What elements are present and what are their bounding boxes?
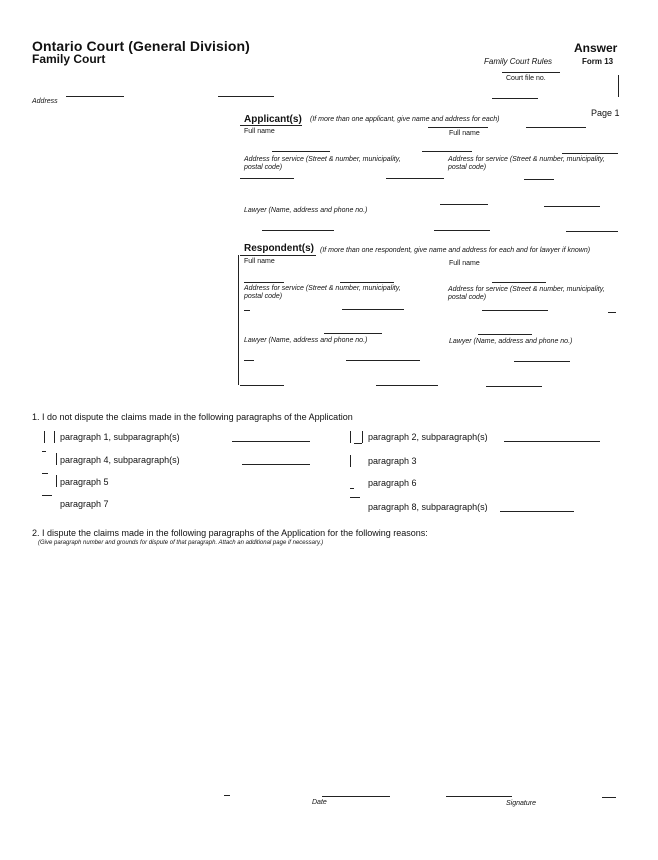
header-vertical-line bbox=[618, 75, 619, 97]
respondent-lawyer-input-4[interactable] bbox=[376, 385, 438, 386]
checkbox-paragraph-6[interactable] bbox=[350, 488, 354, 489]
respondent-address-input-2[interactable] bbox=[482, 310, 548, 311]
applicant-address-input-4[interactable] bbox=[440, 204, 488, 205]
rules-label: Family Court Rules bbox=[484, 57, 553, 66]
item-paragraph-3: paragraph 3 bbox=[368, 456, 417, 466]
item-paragraph-2: paragraph 2, subparagraph(s) bbox=[368, 432, 488, 442]
applicant-address-input-2[interactable] bbox=[386, 178, 444, 179]
court-file-input[interactable] bbox=[492, 98, 538, 99]
court-file-top-line bbox=[502, 72, 560, 73]
respondent-lawyer-input-1[interactable] bbox=[346, 360, 420, 361]
respondent-lawyer-input-5[interactable] bbox=[486, 386, 542, 387]
court-branch: Family Court bbox=[32, 52, 106, 66]
address-input-1[interactable] bbox=[66, 96, 124, 97]
applicant-name-input-2[interactable] bbox=[422, 151, 472, 152]
signature-label: Signature bbox=[506, 800, 536, 807]
checkbox-paragraph-4-top bbox=[42, 451, 46, 452]
item-paragraph-8: paragraph 8, subparagraph(s) bbox=[368, 502, 488, 512]
applicant-field-top[interactable] bbox=[526, 127, 586, 128]
applicant-name-input-1[interactable] bbox=[272, 151, 330, 152]
respondent-address-tick bbox=[244, 310, 250, 311]
respondent-heading-line bbox=[240, 255, 316, 256]
respondent-left-border bbox=[238, 255, 239, 385]
checkbox-paragraph-2-bottom bbox=[354, 443, 362, 444]
applicants-heading: Applicant(s) bbox=[244, 114, 302, 125]
respondent-name-input-3[interactable] bbox=[492, 282, 546, 283]
date-label: Date bbox=[312, 799, 327, 806]
applicant-full-name-1: Full name bbox=[244, 128, 275, 135]
respondent-name-input-1[interactable] bbox=[244, 282, 284, 283]
applicant-full-name-line bbox=[428, 127, 488, 128]
paragraph-1-input[interactable] bbox=[232, 441, 310, 442]
paragraph-4-input[interactable] bbox=[242, 464, 310, 465]
form-number: Form 13 bbox=[582, 57, 614, 66]
form-title: Answer bbox=[574, 41, 618, 55]
applicant-lawyer-input-1[interactable] bbox=[262, 230, 334, 231]
respondent-lawyer-input-3[interactable] bbox=[240, 385, 284, 386]
applicant-address-input-5[interactable] bbox=[544, 206, 600, 207]
applicants-note: (If more than one applicant, give name and address for each) bbox=[310, 116, 500, 123]
date-input[interactable] bbox=[322, 796, 390, 797]
applicant-address-input-1[interactable] bbox=[240, 178, 294, 179]
checkbox-paragraph-1[interactable] bbox=[44, 431, 51, 443]
section1-text: 1. I do not dispute the claims made in the following paragraphs of the Application bbox=[32, 412, 353, 422]
respondent-lawyer-2: Lawyer (Name, address and phone no.) bbox=[449, 338, 573, 345]
item-paragraph-4: paragraph 4, subparagraph(s) bbox=[60, 455, 180, 465]
applicant-lawyer-input-2[interactable] bbox=[434, 230, 490, 231]
respondent-address-input-3[interactable] bbox=[608, 312, 616, 313]
section2-text: 2. I dispute the claims made in the following paragraphs of the Application for the following reasons: bbox=[32, 528, 428, 538]
signature-input[interactable] bbox=[446, 796, 512, 797]
applicant-lawyer: Lawyer (Name, address and phone no.) bbox=[244, 207, 368, 214]
respondent-address-input-5[interactable] bbox=[478, 334, 532, 335]
applicant-service-address-1: Address for service (Street & number, municipality, postal code) bbox=[244, 156, 401, 171]
paragraph-2-input[interactable] bbox=[504, 441, 600, 442]
respondent-service-address-2: Address for service (Street & number, municipality, postal code) bbox=[448, 286, 605, 301]
applicant-service-address-2: Address for service (Street & number, municipality, postal code) bbox=[448, 156, 605, 171]
checkbox-paragraph-2[interactable] bbox=[350, 431, 357, 443]
respondent-lawyer-tick bbox=[244, 360, 254, 361]
paragraph-8-input[interactable] bbox=[500, 511, 574, 512]
applicant-address-input-3[interactable] bbox=[524, 179, 554, 180]
respondent-name-input-2[interactable] bbox=[340, 282, 394, 283]
applicant-name-input-3[interactable] bbox=[562, 153, 618, 154]
respondents-note: (If more than one respondent, give name and address for each and for lawyer if known) bbox=[320, 247, 591, 254]
respondent-address-input-1[interactable] bbox=[342, 309, 404, 310]
checkbox-paragraph-8[interactable] bbox=[350, 497, 360, 498]
section2-note[interactable]: (Give paragraph number and grounds for dispute of that paragraph. Attach an additional page if necessary.) bbox=[38, 540, 324, 546]
footer-tick bbox=[224, 795, 230, 796]
page-label: Page 1 bbox=[591, 108, 620, 118]
applicant-lawyer-input-3[interactable] bbox=[566, 231, 618, 232]
respondents-heading: Respondent(s) bbox=[244, 243, 314, 254]
respondent-address-input-4[interactable] bbox=[324, 333, 382, 334]
item-paragraph-5: paragraph 5 bbox=[60, 477, 109, 487]
applicant-full-name-2: Full name bbox=[449, 130, 480, 137]
checkbox-paragraph-7[interactable] bbox=[42, 495, 52, 496]
address-input-2[interactable] bbox=[218, 96, 274, 97]
respondent-full-name-1: Full name bbox=[244, 258, 275, 265]
checkbox-paragraph-3[interactable] bbox=[350, 455, 357, 467]
footer-tick-right bbox=[602, 797, 616, 798]
respondent-lawyer-input-2[interactable] bbox=[514, 361, 570, 362]
address-label: Address bbox=[32, 98, 58, 105]
respondent-lawyer-1: Lawyer (Name, address and phone no.) bbox=[244, 337, 368, 344]
checkbox-paragraph-5-top bbox=[42, 473, 48, 474]
court-file-label: Court file no. bbox=[506, 75, 546, 82]
item-paragraph-6: paragraph 6 bbox=[368, 478, 417, 488]
court-name: Ontario Court (General Division) bbox=[32, 38, 250, 54]
respondent-full-name-2: Full name bbox=[449, 260, 480, 267]
respondent-service-address-1: Address for service (Street & number, municipality, postal code) bbox=[244, 285, 401, 300]
item-paragraph-7: paragraph 7 bbox=[60, 499, 109, 509]
item-paragraph-1: paragraph 1, subparagraph(s) bbox=[60, 432, 180, 442]
applicant-heading-line bbox=[240, 125, 302, 126]
